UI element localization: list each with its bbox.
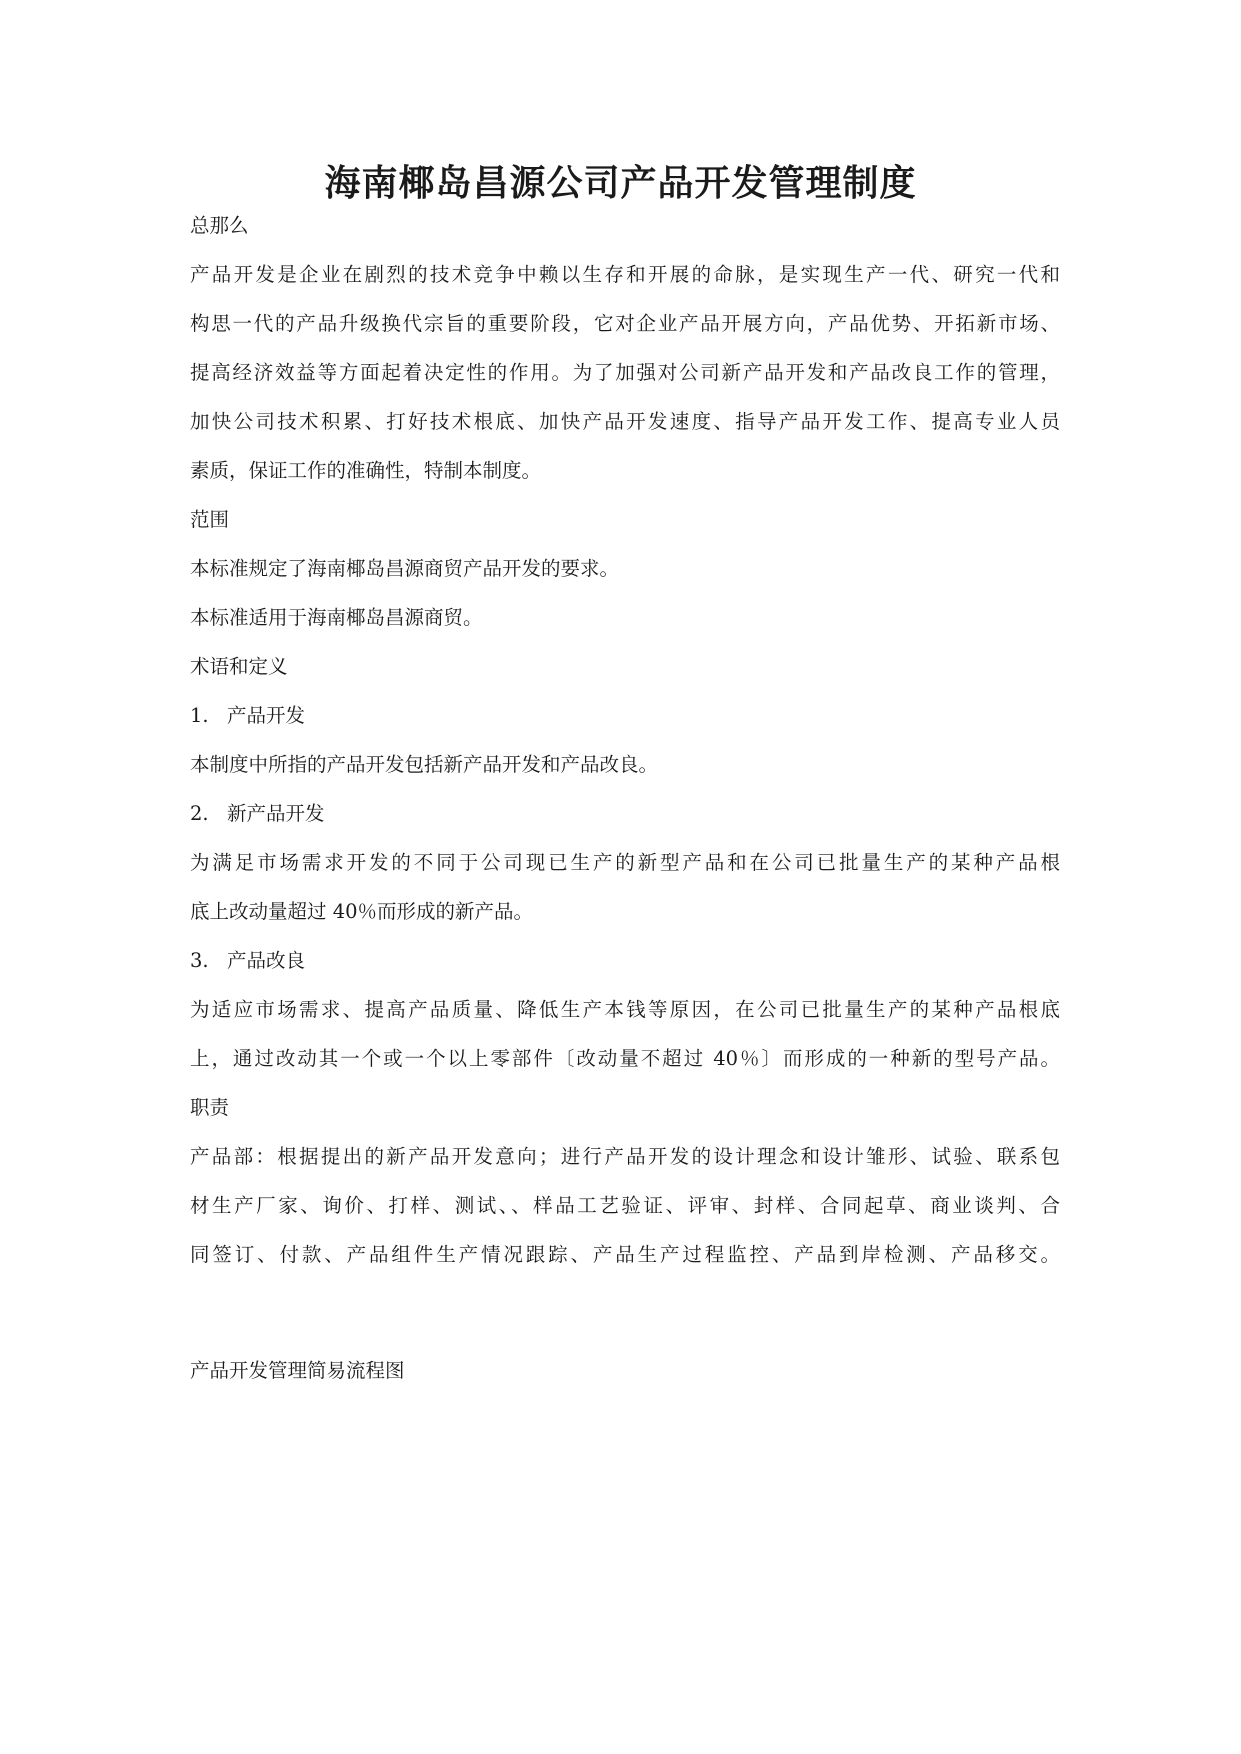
document-title: 海南椰岛昌源公司产品开发管理制度 — [324, 162, 917, 204]
section-heading-general: 总那么 — [190, 214, 249, 237]
document-body — [190, 201, 1060, 1279]
paragraph-line: 上，通过改动其一个或一个以上零部件〔改动量不超过 40％〕而形成的一种新的型号产品。 — [190, 1047, 1060, 1070]
flowchart-caption-block — [190, 1346, 1060, 1395]
section-heading-scope: 范围 — [190, 508, 230, 531]
paragraph-line: 提高经济效益等方面起着决定性的作用。为了加强对公司新产品开发和产品改良工作的管理， — [190, 361, 1060, 384]
term-heading-2 — [190, 789, 1060, 838]
paragraph-line: 材生产厂家、询价、打样、测试、、样品工艺验证、评审、封样、合同起草、商业谈判、合 — [190, 1194, 1060, 1217]
term-number: 1. — [190, 704, 209, 727]
term-heading-1 — [190, 691, 1060, 740]
term-label: 产品改良 — [227, 949, 306, 972]
paragraph-line: 底上改动量超过 40％而形成的新产品。 — [190, 900, 534, 923]
term-heading-3 — [190, 936, 1060, 985]
paragraph-line: 素质，保证工作的准确性，特制本制度。 — [190, 459, 542, 482]
paragraph-line: 产品部：根据提出的新产品开发意向；进行产品开发的设计理念和设计雏形、试验、联系包 — [190, 1145, 1060, 1168]
paragraph-line: 为适应市场需求、提高产品质量、降低生产本钱等原因，在公司已批量生产的某种产品根底 — [190, 998, 1060, 1021]
paragraph-line: 同签订、付款、产品组件生产情况跟踪、产品生产过程监控、产品到岸检测、产品移交。 — [190, 1243, 1060, 1266]
term-label: 产品开发 — [227, 704, 306, 727]
paragraph-line: 产品开发是企业在剧烈的技术竞争中赖以生存和开展的命脉，是实现生产一代、研究一代和 — [190, 263, 1060, 286]
term-number: 3. — [190, 949, 209, 972]
term-label: 新产品开发 — [227, 802, 325, 825]
paragraph-line: 加快公司技术积累、打好技术根底、加快产品开发速度、指导产品开发工作、提高专业人员 — [190, 410, 1060, 433]
section-heading-terms: 术语和定义 — [190, 655, 288, 678]
paragraph-line: 为满足市场需求开发的不同于公司现已生产的新型产品和在公司已批量生产的某种产品根 — [190, 851, 1060, 874]
section-heading-duties: 职责 — [190, 1096, 230, 1119]
paragraph-line: 本标准适用于海南椰岛昌源商贸。 — [190, 606, 483, 629]
paragraph-line: 本标准规定了海南椰岛昌源商贸产品开发的要求。 — [190, 557, 620, 580]
flowchart-caption: 产品开发管理简易流程图 — [190, 1359, 405, 1382]
paragraph-line: 本制度中所指的产品开发包括新产品开发和产品改良。 — [190, 753, 659, 776]
term-number: 2. — [190, 802, 209, 825]
paragraph-line: 构思一代的产品升级换代宗旨的重要阶段，它对企业产品开展方向，产品优势、开拓新市场、 — [190, 312, 1060, 335]
